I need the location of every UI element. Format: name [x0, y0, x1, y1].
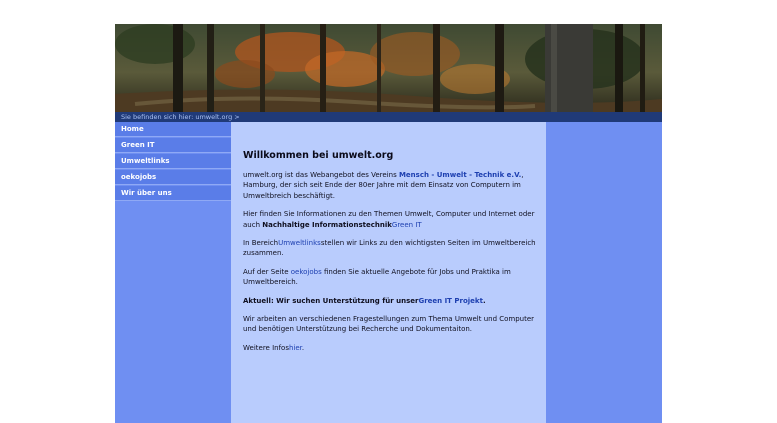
- intro-text: umwelt.org ist das Webangebot des Vereins: [243, 171, 399, 179]
- more-info-paragraph: [243, 343, 536, 353]
- nav-item-wir-ueber-uns[interactable]: Wir über uns: [115, 186, 231, 201]
- verein-link[interactable]: Mensch - Umwelt - Technik e.V.: [398, 171, 522, 179]
- research-paragraph: Wir arbeiten an verschiedenen Fragestellungen zum Thema Umwelt und Computer und benötigen Unterstützung bei Recherche und Dokumentaiton.: [243, 315, 535, 334]
- nav-item-oekojobs[interactable]: oekojobs: [115, 170, 231, 185]
- main-content: [231, 122, 546, 423]
- umweltlinks-text-end: stellen wir Links zu den wichtigsten Seiten im Umweltbereich zusammen.: [243, 239, 536, 258]
- umweltlinks-link[interactable]: Umweltlinks: [278, 239, 321, 248]
- aktuell-bold: Aktuell: Wir suchen Unterstützung für unser: [243, 296, 419, 305]
- aktuell-paragraph: [243, 296, 536, 306]
- intro-paragraph: [243, 170, 536, 201]
- oekojobs-link[interactable]: oekojobs: [290, 267, 322, 276]
- green-it-link[interactable]: Green IT: [391, 220, 422, 229]
- forest-banner-image: [115, 24, 662, 112]
- breadcrumb-label: Sie befinden sich hier:: [121, 113, 194, 121]
- right-column: [546, 122, 662, 423]
- page-title: Willkommen bei umwelt.org: [243, 150, 394, 161]
- page: [115, 24, 662, 423]
- oekojobs-text-end: finden Sie aktuelle Angebote für Jobs und Praktika im Umweltbereich.: [243, 267, 511, 287]
- green-it-projekt-link[interactable]: Green IT Projekt: [418, 296, 483, 305]
- topics-text: Hier finden Sie Informationen zu den Themen Umwelt, Computer und Internet oder auch: [243, 210, 535, 229]
- more-info-text: Weitere Infos: [243, 343, 289, 352]
- umweltlinks-text: In Bereich: [243, 239, 279, 248]
- nav-item-green-it[interactable]: Green IT: [115, 138, 231, 153]
- oekojobs-text: Auf der Seite: [243, 267, 291, 276]
- umweltlinks-paragraph: [243, 238, 536, 259]
- more-info-link[interactable]: hier: [288, 343, 302, 352]
- oekojobs-paragraph: [243, 267, 536, 288]
- aktuell-end: .: [482, 296, 486, 305]
- intro-text-end: , Hamburg, der sich seit Ende der 80er Jahre mit dem Einsatz von Computern im Umweltbreich beschäftigt.: [243, 171, 524, 200]
- topics-paragraph: [243, 209, 536, 230]
- breadcrumb-separator: >: [234, 113, 240, 121]
- breadcrumb-link[interactable]: umwelt.org: [195, 113, 233, 121]
- breadcrumb: [115, 112, 662, 122]
- topics-bold: Nachhaltige Informationstechnik: [262, 220, 392, 229]
- forest-banner-illustration: [115, 24, 662, 112]
- sidebar-nav: [115, 122, 231, 423]
- nav-item-home[interactable]: Home: [115, 122, 231, 137]
- nav-item-umweltlinks[interactable]: Umweltlinks: [115, 154, 231, 169]
- more-info-end: .: [301, 343, 305, 352]
